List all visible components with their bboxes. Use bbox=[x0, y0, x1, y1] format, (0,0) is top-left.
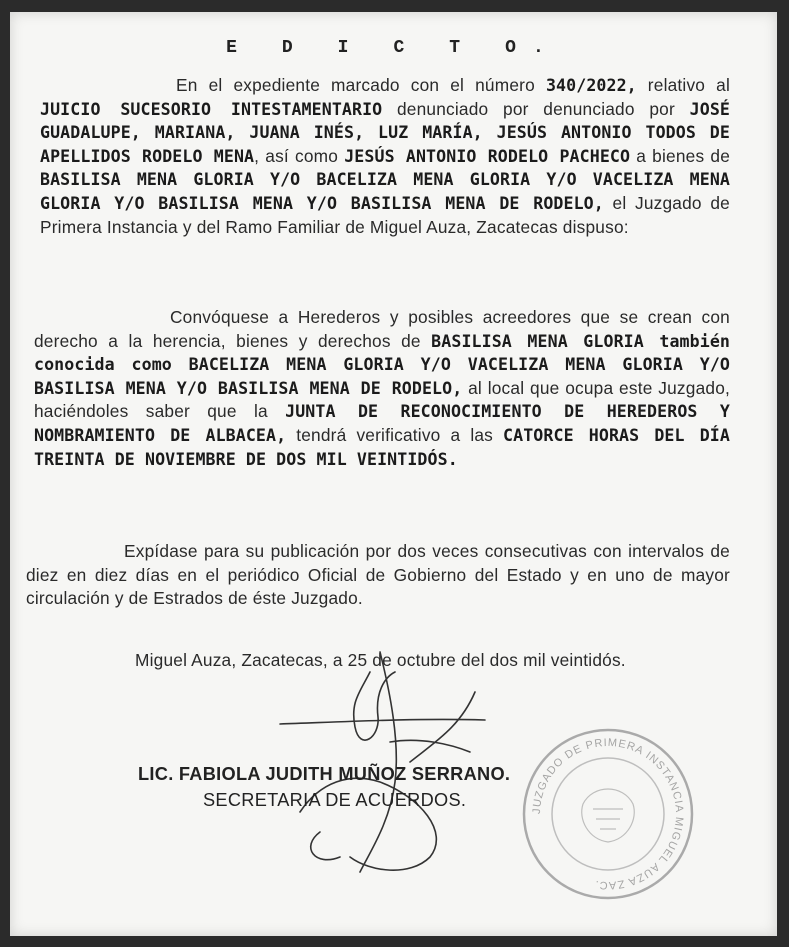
p1-trial-type: JUICIO SUCESORIO INTESTAMENTARIO bbox=[40, 99, 383, 119]
document-title: E D I C T O. bbox=[226, 38, 561, 58]
p2-text-1: Convóquese a Herederos y posibles acreedores que se crean con derecho a la herencia, bienes y derechos de bbox=[34, 307, 730, 351]
p2-meeting-date: CATORCE HORAS DEL DÍA TREINTA DE NOVIEMBRE DE DOS MIL VEINTIDÓS. bbox=[34, 425, 730, 469]
p1-text-6: el Juzgado de Primera Instancia y del Ramo Familiar de Miguel Auza, Zacatecas dispuso: bbox=[40, 192, 730, 237]
p2-deceased-names: BASILISA MENA GLORIA también conocida como BACELIZA MENA GLORIA Y/O VACELIZA MENA GLORIA Y/O BASILISA MENA Y/O BASILISA MENA DE RODELO, bbox=[34, 331, 730, 398]
p1-claimants: JOSÉ GUADALUPE, MARIANA, JUANA INÉS, LUZ MARÍA, JESÚS ANTONIO TODOS DE APELLIDOS RODELO MENA bbox=[40, 99, 731, 166]
p1-text-5: a bienes de bbox=[630, 145, 731, 166]
p1-text-1: En el expediente marcado con el número bbox=[176, 75, 546, 95]
paragraph-2 bbox=[34, 306, 730, 471]
p1-text-3: denunciado por denunciado por bbox=[382, 98, 690, 119]
paragraph-3 bbox=[26, 540, 730, 611]
p1-deceased-names: BASILISA MENA GLORIA Y/O BACELIZA MENA GLORIA Y/O VACELIZA MENA GLORIA Y/O BASILISA MENA Y/O BASILISA MENA DE RODELO, bbox=[40, 170, 730, 213]
paragraph-1 bbox=[40, 74, 730, 239]
document-page bbox=[10, 12, 777, 936]
p1-text-4: , así como bbox=[254, 145, 345, 166]
p1-case-number: 340/2022, bbox=[545, 76, 637, 95]
p2-text-2: al local que ocupa este Juzgado, haciéndoles saber que la bbox=[34, 377, 731, 422]
svg-text:JUZGADO DE PRIMERA INSTANCIA M bbox=[531, 737, 685, 891]
handwritten-signature bbox=[260, 632, 520, 892]
p4-text: Miguel Auza, Zacatecas, a 25 de octubre del dos mil veintidós. bbox=[135, 650, 626, 670]
p3-text: Expídase para su publicación por dos veces consecutivas con intervalos de diez en diez días en el periódico Oficial de Gobierno del Estado y en uno de mayor circulación y de Estrados de éste Juzgado. bbox=[26, 541, 730, 609]
signer-role: SECRETARIA DE ACUERDOS. bbox=[203, 790, 467, 810]
p1-claimant-2: JESÚS ANTONIO RODELO PACHECO bbox=[344, 146, 631, 166]
p2-text-3: tendrá verificativo a las bbox=[286, 424, 504, 445]
p2-meeting-name: JUNTA DE RECONOCIMIENTO DE HEREDEROS Y NOMBRAMIENTO DE ALBACEA, bbox=[34, 402, 730, 445]
seal-text: JUZGADO DE PRIMERA INSTANCIA MIGUEL AUZA ZAC. bbox=[530, 736, 686, 892]
signer-name: LIC. FABIOLA JUDITH MUÑOZ SERRANO. bbox=[138, 764, 511, 784]
p1-text-2: relativo al bbox=[636, 75, 730, 95]
court-seal bbox=[518, 724, 698, 904]
